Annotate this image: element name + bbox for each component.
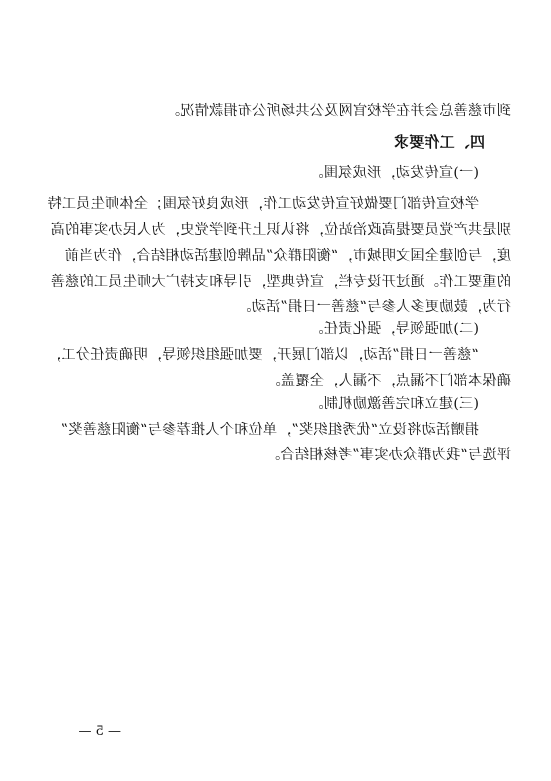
body-line: 捐赠活动将设立“优秀组织奖”，单位和个人推荐参与“衡阳慈善奖” <box>60 422 479 438</box>
body-line: 别是共产党员要提高政治站位，将认识上升到学党史，为人民办实事的高 <box>50 222 511 238</box>
body-line: 到市慈善总会并在学校官网及公共场所公布捐款情况。 <box>165 103 511 119</box>
subsection-heading: (二)加强领导，强化责任。 <box>309 321 479 337</box>
body-line: 学校宣传部门要做好宣传发动工作，形成良好氛围；全体师生员工特 <box>47 196 479 212</box>
subsection-heading: (三)建立和完善激励机制。 <box>309 396 479 412</box>
body-line: 评选与“我为群众办实事”考核相结合。 <box>265 447 511 463</box>
body-line: 行为，鼓励更多人参与“慈善一日捐”活动。 <box>237 299 511 315</box>
body-line: 的重要工作。通过开设专栏，宣传典型，引导和支持广大师生员工的慈善 <box>50 274 511 290</box>
body-line: 度，与创建全国文明城市，“衡阳群众”品牌创建活动相结合，作为当前 <box>64 248 511 264</box>
body-line: 确保本部门不漏点，不漏人，全覆盖。 <box>266 373 511 389</box>
section-heading: 四、工作要求 <box>393 133 485 151</box>
body-line: “慈善一日捐”活动，以部门展开，要加强组织领导，明确责任分工， <box>46 347 479 363</box>
page-number: — 5 — <box>78 724 121 739</box>
subsection-heading: (一)宣传发动，形成氛围。 <box>309 165 479 181</box>
